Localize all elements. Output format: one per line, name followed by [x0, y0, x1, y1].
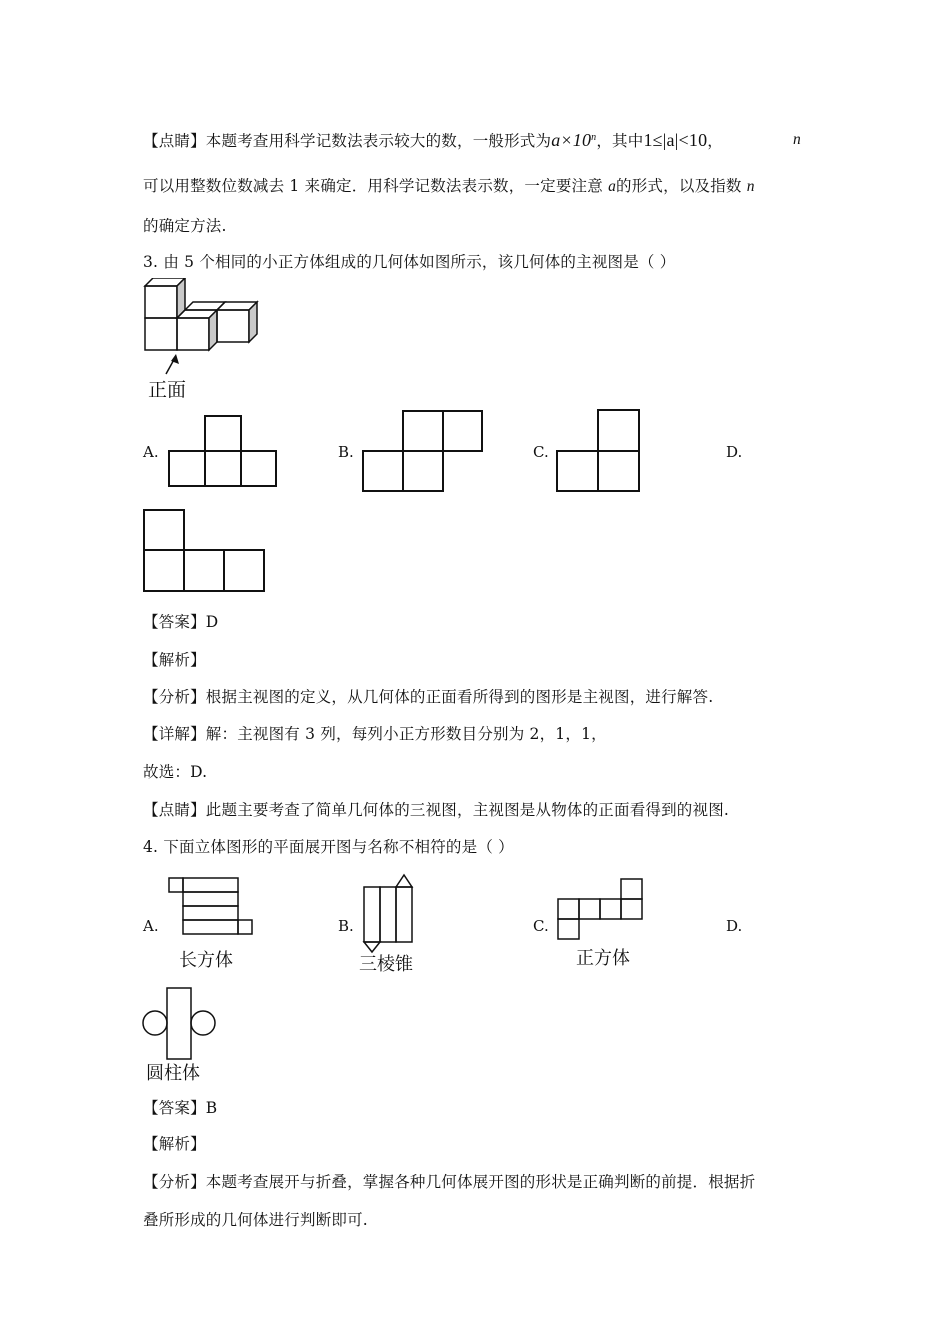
comment-text: 【点睛】本题考查用科学记数法表示较大的数，一般形式为 — [143, 132, 552, 150]
range-formula: 1≤|a|<10 — [643, 130, 708, 150]
caption-cube: 正方体 — [576, 948, 630, 969]
q3-solid-figure — [140, 278, 275, 407]
comment-text: 可以用整数位数减去 1 来确定．用科学记数法表示数，一定要注意 — [143, 177, 603, 195]
q2-comment-line2 — [143, 174, 755, 196]
q4-option-a-label[interactable]: A. — [143, 917, 159, 935]
comment-text: ，其中 — [596, 132, 644, 150]
caption-cuboid: 长方体 — [179, 950, 233, 971]
q3-analysis: 【分析】根据主视图的定义，从几何体的正面看所得到的图形是主视图，进行解答. — [143, 688, 714, 706]
q4-option-c-figure[interactable] — [556, 877, 656, 977]
a-variable: a — [608, 178, 617, 195]
comment-text: ， — [707, 132, 723, 150]
q3-option-c-figure[interactable] — [556, 409, 642, 498]
caption-cylinder: 圆柱体 — [146, 1063, 200, 1084]
caption-triangular-pyramid: 三棱锥 — [359, 954, 413, 975]
q2-comment-line1 — [143, 129, 723, 151]
q3-choice: 故选：D. — [143, 763, 208, 781]
q4-answer: 【答案】B — [143, 1099, 218, 1117]
q4-option-d-figure[interactable] — [140, 985, 222, 1089]
q3-option-d-figure[interactable] — [143, 508, 268, 598]
comment-text: 的形式，以及指数 — [616, 177, 742, 195]
q4-option-c-label[interactable]: C. — [533, 917, 549, 935]
q3-answer: 【答案】D — [143, 613, 219, 631]
q3-question: 3. 由 5 个相同的小正方体组成的几何体如图所示，该几何体的主视图是（ ） — [143, 253, 676, 271]
n-variable: n — [793, 131, 801, 148]
n-variable: n — [746, 178, 755, 195]
q3-analysis-heading: 【解析】 — [143, 651, 206, 669]
q3-option-b-figure[interactable] — [362, 410, 484, 498]
q3-detail: 【详解】解：主视图有 3 列，每列小正方形数目分别为 2，1，1， — [143, 725, 607, 743]
q3-option-a-figure[interactable] — [168, 414, 278, 492]
q3-comment: 【点睛】此题主要考查了简单几何体的三视图，主视图是从物体的正面看得到的视图. — [143, 801, 730, 819]
q4-analysis-line2: 叠所形成的几何体进行判断即可. — [143, 1211, 368, 1229]
q3-option-b-label[interactable]: B. — [338, 443, 354, 461]
q4-option-a-figure[interactable] — [165, 874, 265, 978]
q4-analysis-heading: 【解析】 — [143, 1135, 206, 1153]
q4-option-b-figure[interactable] — [355, 872, 435, 982]
formula-exponent: n — [591, 131, 597, 143]
q4-analysis-line1: 【分析】本题考查展开与折叠，掌握各种几何体展开图的形状是正确判断的前提．根据折 — [143, 1173, 756, 1191]
q3-option-a-label[interactable]: A. — [143, 443, 159, 461]
q4-question: 4. 下面立体图形的平面展开图与名称不相符的是（ ） — [143, 838, 514, 856]
formula: a×10 — [551, 130, 592, 150]
q4-option-d-label[interactable]: D. — [726, 917, 743, 935]
q3-option-d-label[interactable]: D. — [726, 443, 743, 461]
q3-option-c-label[interactable]: C. — [533, 443, 549, 461]
q4-option-b-label[interactable]: B. — [338, 917, 354, 935]
q2-comment-line3: 的确定方法. — [143, 217, 227, 235]
front-label: 正面 — [148, 379, 187, 401]
